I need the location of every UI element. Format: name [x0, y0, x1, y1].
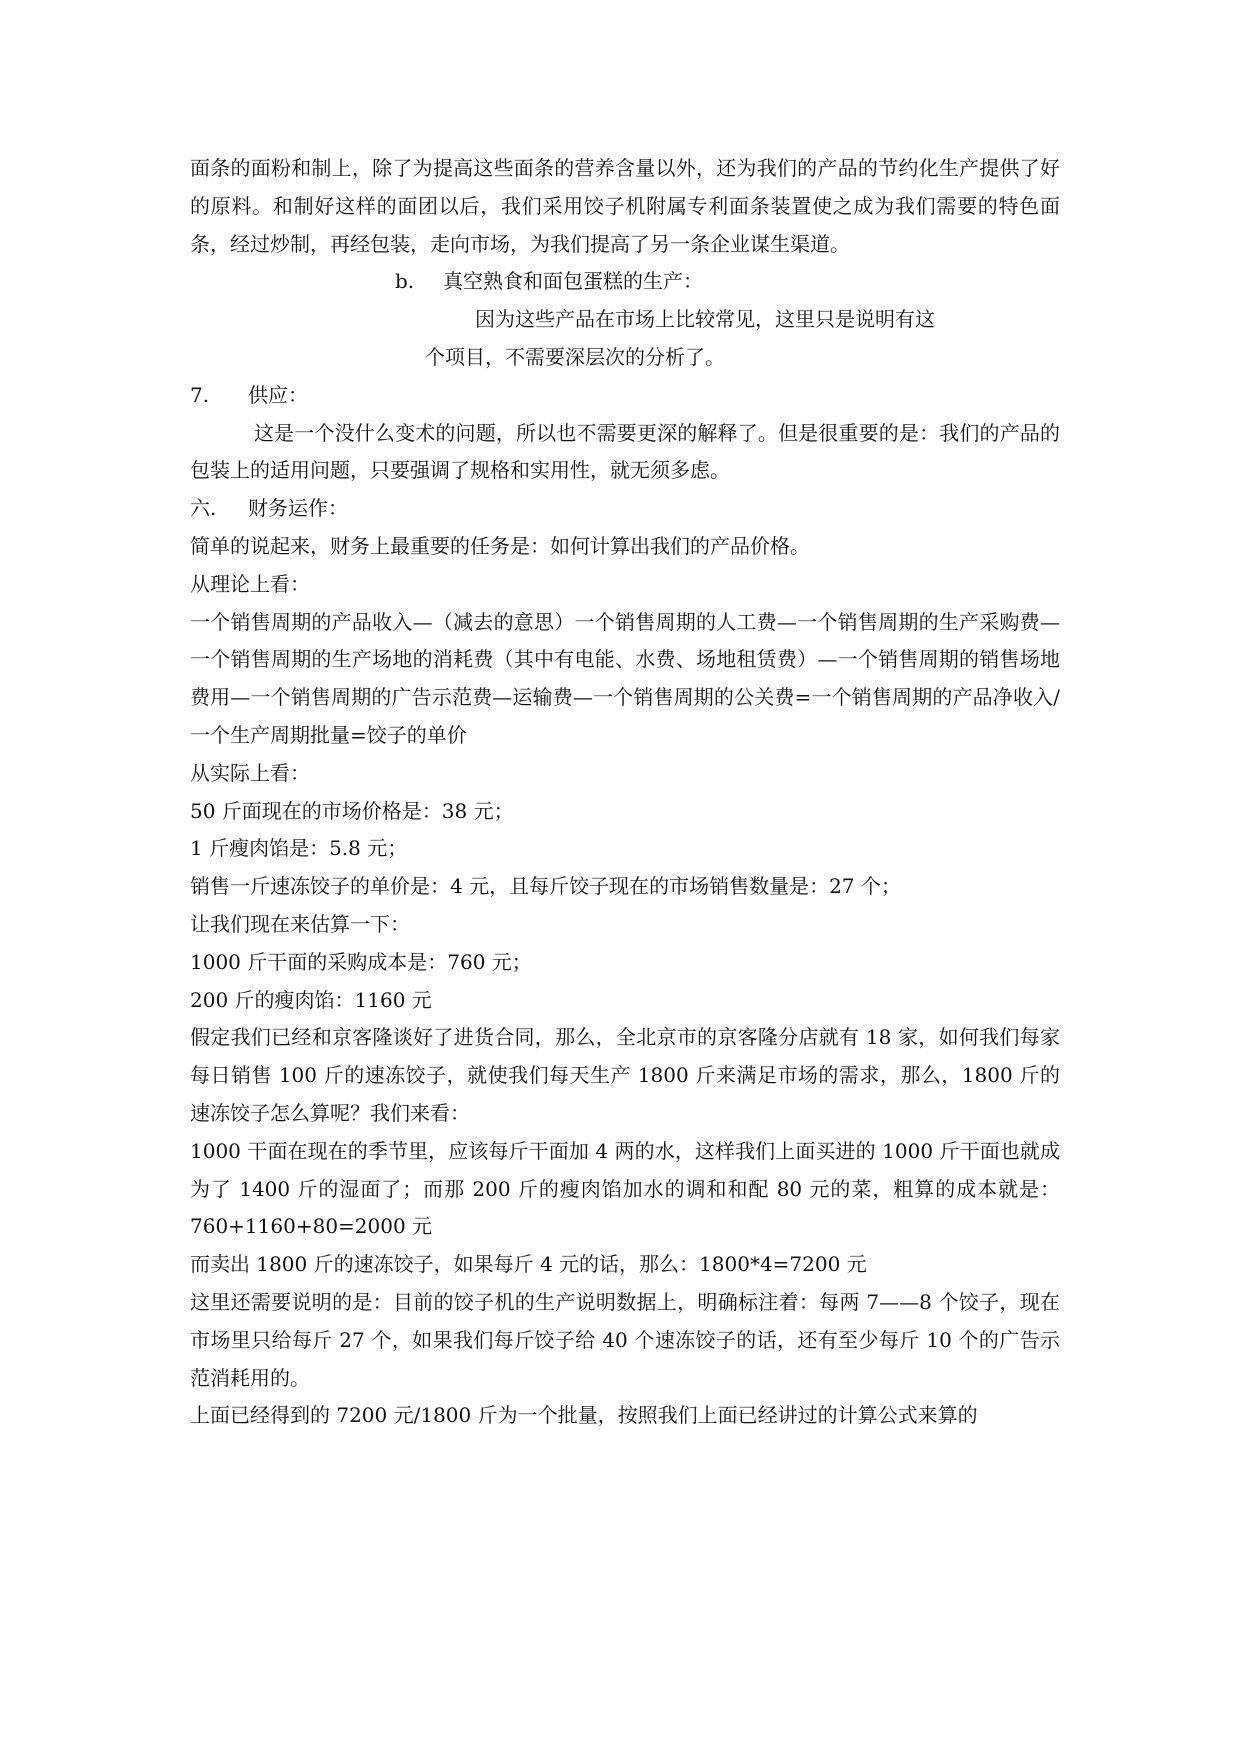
subsection-b-body-line1: 因为这些产品在市场上比较常见，这里只是说明有这	[475, 307, 935, 332]
text-line: 200 斤的瘦肉馅：1160 元	[190, 987, 432, 1012]
subsection-b-label: b.	[395, 269, 415, 294]
text-line: 1 斤瘦肉馅是：5.8 元；	[190, 836, 408, 861]
text-line: 从理论上看：	[190, 571, 310, 596]
section-6-label: 六.	[190, 496, 217, 521]
subsection-b-heading	[190, 263, 1060, 301]
paragraph-noodles: 面条的面粉和制上，除了为提高这些面条的营养含量以外，还为我们的产品的节约化生产提供了好的原料。和制好这样的面团以后，我们采用饺子机附属专利面条装置使之成为我们需要的特色面条，经过炒制，再经包装，走向市场，为我们提高了另一条企业谋生渠道。	[190, 156, 1060, 256]
text-line: 1000 斤干面的采购成本是：760 元；	[190, 949, 532, 974]
paragraph-water: 1000 干面在现在的季节里，应该每斤干面加 4 两的水，这样我们上面买进的 1000 斤干面也就成为了 1400 斤的湿面了；而那 200 斤的瘦肉馅加水的调和和配 80 元的菜，粗算的成本就是：760+1160+80=2000 元	[190, 1138, 1060, 1239]
subsection-b-title: 真空熟食和面包蛋糕的生产：	[443, 269, 703, 294]
text-line: 50 斤面现在的市场价格是：38 元；	[190, 798, 514, 823]
section-7-label: 7.	[190, 382, 210, 407]
paragraph-last: 上面已经得到的 7200 元/1800 斤为一个批量，按照我们上面已经讲过的计算公式来算的	[190, 1403, 978, 1428]
text-line: 销售一斤速冻饺子的单价是：4 元，且每斤饺子现在的市场销售数量是：27 个；	[190, 874, 901, 899]
section-6-title: 财务运作：	[248, 496, 348, 521]
text-line: 简单的说起来，财务上最重要的任务是：如何计算出我们的产品价格。	[190, 533, 810, 558]
text-line: 让我们现在来估算一下：	[190, 911, 410, 936]
text-line: 从实际上看：	[190, 760, 310, 785]
formula-paragraph: 一个销售周期的产品收入—（减去的意思）一个销售周期的人工费—一个销售周期的生产采购费—一个销售周期的生产场地的消耗费（其中有电能、水费、场地租赁费）—一个销售周期的销售场地费用—一个销售周期的广告示范费—运输费—一个销售周期的公关费=一个销售周期的产品净收入/一个生产周期批量=饺子的单价	[190, 609, 1060, 747]
document-page	[190, 150, 1060, 1435]
text-line: 而卖出 1800 斤的速冻饺子，如果每斤 4 元的话，那么：1800*4=7200 元	[190, 1252, 867, 1277]
subsection-b-body-line2: 个项目，不需要深层次的分析了。	[425, 344, 725, 369]
section-7-heading	[190, 377, 1060, 415]
section-6-heading	[190, 490, 1060, 528]
section-7-body: 这是一个没什么变术的问题，所以也不需要更深的解释了。但是很重要的是：我们的产品的包装上的适用问题，只要强调了规格和实用性，就无须多虑。	[190, 420, 1060, 483]
paragraph-note: 这里还需要说明的是：目前的饺子机的生产说明数据上，明确标注着：每两 7——8 个饺子，现在市场里只给每斤 27 个，如果我们每斤饺子给 40 个速冻饺子的话，还有至少每斤 10 个的广告示范消耗用的。	[190, 1289, 1060, 1390]
section-7-title: 供应：	[248, 382, 308, 407]
subsection-b-body	[190, 301, 1060, 377]
paragraph-assumption: 假定我们已经和京客隆谈好了进货合同，那么，全北京市的京客隆分店就有 18 家，如何我们每家每日销售 100 斤的速冻饺子，就使我们每天生产 1800 斤来满足市场的需求，那么，1800 斤的速冻饺子怎么算呢？我们来看：	[190, 1025, 1060, 1125]
